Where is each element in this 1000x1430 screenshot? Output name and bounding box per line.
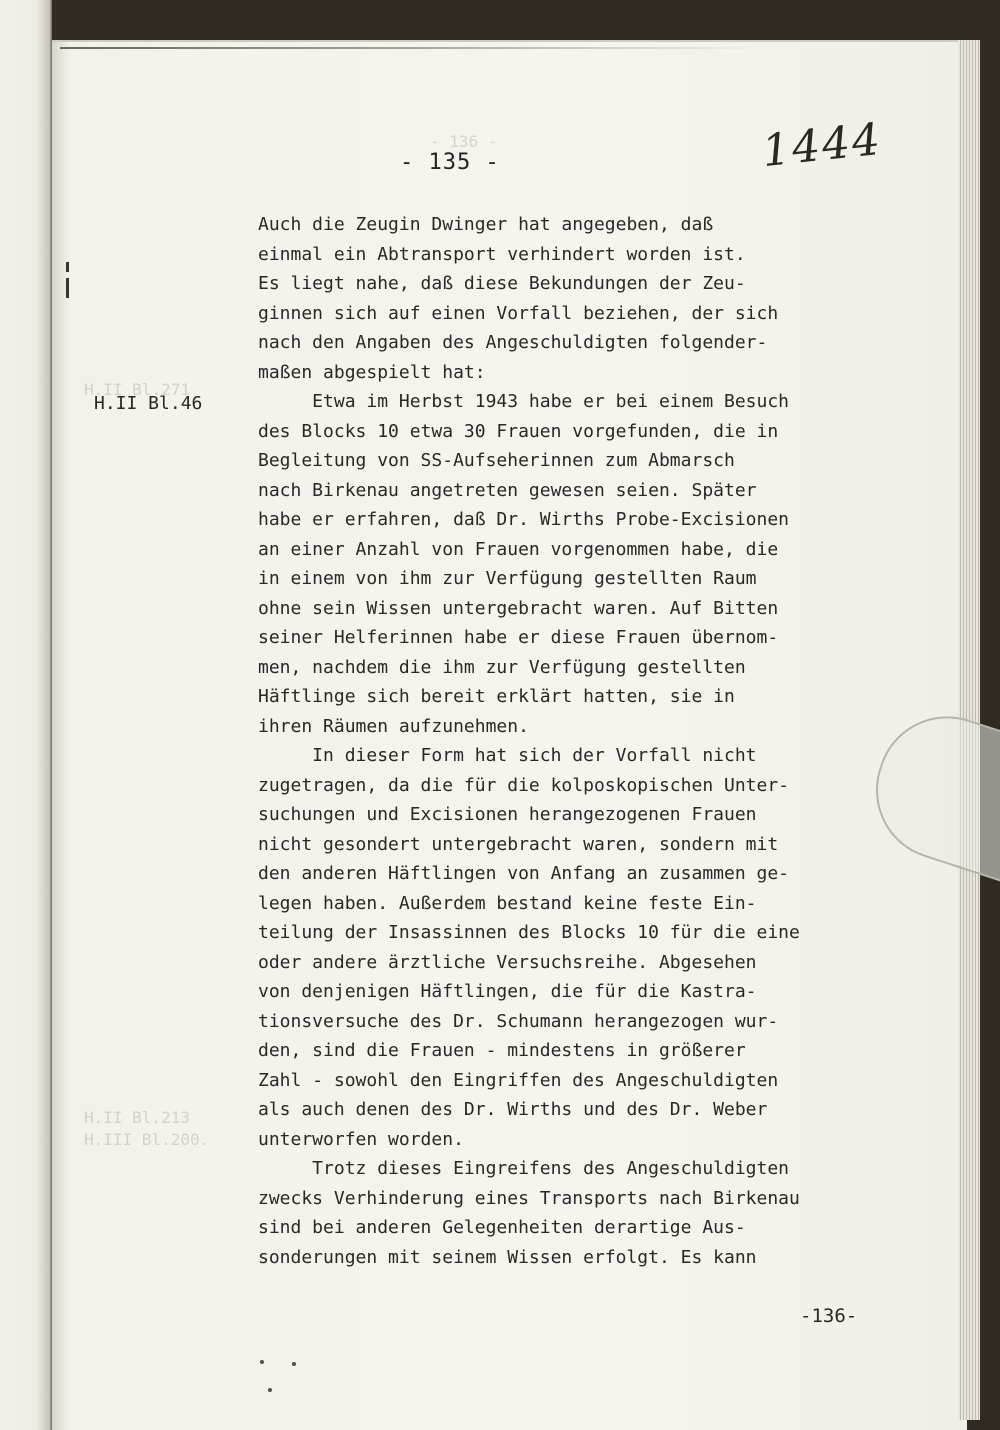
text-line: In dieser Form hat sich der Vorfall nicht	[258, 745, 757, 766]
margin-mark	[66, 262, 69, 298]
text-line: Etwa im Herbst 1943 habe er bei einem Besuch	[258, 391, 790, 412]
text-line: Zahl - sowohl den Eingriffen des Angeschuldigten	[258, 1069, 779, 1091]
speck	[260, 1360, 264, 1364]
page-number: - 135 -	[400, 150, 500, 175]
page-top-edge-line	[60, 47, 940, 49]
speck	[268, 1388, 272, 1392]
text-line: des Blocks 10 etwa 30 Frauen vorgefunden, die in	[258, 420, 779, 442]
body-text	[258, 210, 898, 1272]
bleed-through-margin-ref: H.III Bl.200.	[84, 1130, 210, 1149]
speck	[292, 1362, 296, 1366]
text-line: ginnen sich auf einen Vorfall beziehen, der sich	[258, 302, 779, 324]
text-line: nach den Angaben des Angeschuldigten folgender-	[258, 332, 768, 353]
text-line: in einem von ihm zur Verfügung gestellten Raum	[258, 568, 757, 589]
text-line: sind bei anderen Gelegenheiten derartige Aus-	[258, 1217, 746, 1238]
text-line: maßen abgespielt hat:	[258, 361, 486, 383]
text-line: einmal ein Abtransport verhindert worden ist.	[258, 243, 746, 265]
text-line: sonderungen mit seinem Wissen erfolgt. Es kann	[258, 1246, 757, 1268]
text-line: suchungen und Excisionen herangezogenen Frauen	[258, 804, 757, 825]
text-line: als auch denen des Dr. Wirths und des Dr. Weber	[258, 1099, 768, 1120]
text-line: legen haben. Außerdem bestand keine feste Ein-	[258, 892, 757, 914]
text-line: seiner Helferinnen habe er diese Frauen übernom-	[258, 627, 779, 648]
bleed-through-page-number: - 136 -	[430, 132, 498, 151]
text-line: ohne sein Wissen untergebracht waren. Auf Bitten	[258, 597, 779, 619]
margin-reference: H.II Bl.46	[94, 393, 203, 414]
text-line: zugetragen, da die für die kolposkopischen Unter-	[258, 774, 790, 796]
text-line: nach Birkenau angetreten gewesen seien. Später	[258, 479, 757, 501]
next-page-reference: -136-	[800, 1305, 858, 1327]
text-line: tionsversuche des Dr. Schumann herangezogen wur-	[258, 1010, 779, 1032]
text-line: Häftlinge sich bereit erklärt hatten, sie in	[258, 686, 735, 707]
text-line: unterworfen worden.	[258, 1128, 464, 1150]
text-line: men, nachdem die ihm zur Verfügung gestellten	[258, 656, 746, 678]
text-line: nicht gesondert untergebracht waren, sondern mit	[258, 833, 779, 855]
text-line: zwecks Verhinderung eines Transports nach Birkenau	[258, 1187, 800, 1209]
text-line: den, sind die Frauen - mindestens in größerer	[258, 1040, 746, 1061]
text-line: an einer Anzahl von Frauen vorgenommen habe, die	[258, 538, 779, 560]
text-line: Begleitung von SS-Aufseherinnen zum Abmarsch	[258, 450, 735, 471]
handwritten-folio-number: 1444	[759, 113, 885, 178]
text-line: den anderen Häftlingen von Anfang an zusammen ge-	[258, 863, 790, 884]
bleed-through-margin-ref: H.II Bl.213	[84, 1108, 190, 1127]
text-line: Auch die Zeugin Dwinger hat angegeben, daß	[258, 214, 714, 235]
text-line: von denjenigen Häftlingen, die für die Kastra-	[258, 981, 757, 1002]
text-line: teilung der Insassinnen des Blocks 10 für die eine	[258, 922, 800, 943]
text-line: oder andere ärztliche Versuchsreihe. Abgesehen	[258, 951, 757, 973]
text-line: Trotz dieses Eingreifens des Angeschuldigten	[258, 1158, 790, 1179]
text-line: habe er erfahren, daß Dr. Wirths Probe-Excisionen	[258, 509, 790, 530]
bleed-through-margin-ref: H.II Bl.271	[84, 380, 190, 399]
text-line: Es liegt nahe, daß diese Bekundungen der Zeu-	[258, 273, 746, 294]
text-line: ihren Räumen aufzunehmen.	[258, 715, 529, 737]
previous-page-edge	[0, 0, 52, 1430]
